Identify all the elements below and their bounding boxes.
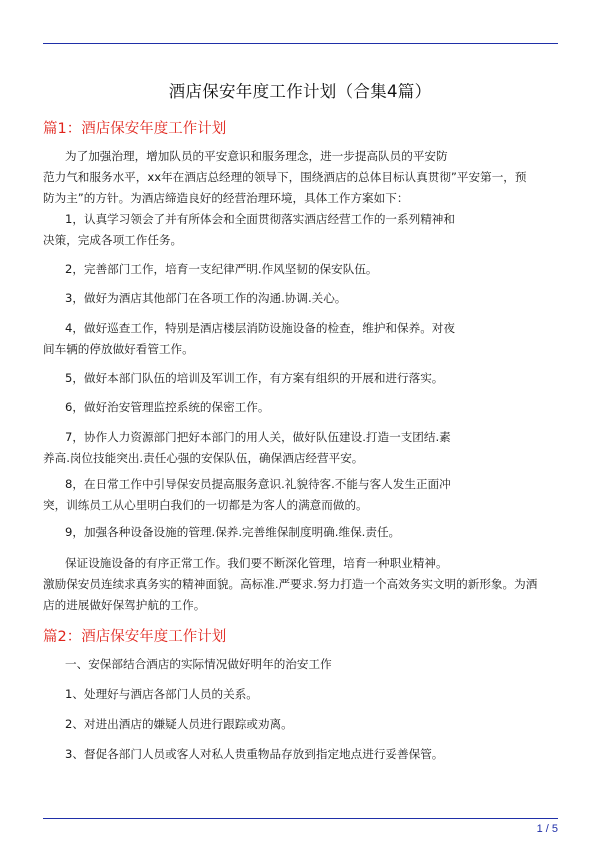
- intro-line-2: 范力气和服务水平，xx年在酒店总经理的领导下，围绕酒店的总体目标认真贯彻”平安第一，预: [43, 170, 527, 184]
- item-9-line: 9，加强各种设备设施的管理.保养.完善维保制度明确.维保.责任。: [65, 525, 401, 539]
- section-1-closing: [43, 553, 563, 616]
- item-8-line-2: 突，训练员工从心里明白我们的一切都是为客人的满意而做的。: [43, 498, 368, 512]
- closing-line-3: 店的进展做好保驾护航的工作。: [43, 598, 206, 612]
- intro-line-1: 为了加强治理，增加队员的平安意识和服务理念，进一步提高队员的平安防: [65, 149, 448, 163]
- intro-line-3: 防为主”的方针。为酒店缔造良好的经营治理环境，具体工作方案如下：: [43, 191, 409, 205]
- item-1-line-1: 1，认真学习领会了并有所体会和全面贯彻落实酒店经营工作的一系列精神和: [65, 212, 455, 226]
- section-2-line-4: [43, 744, 563, 765]
- item-1-line-2: 决策，完成各项工作任务。: [43, 233, 183, 247]
- item-4-line-2: 间车辆的停放做好看管工作。: [43, 342, 194, 356]
- section-1-heading: 篇1：酒店保安年度工作计划: [43, 121, 227, 137]
- item-8-line-1: 8，在日常工作中引导保安员提高服务意识.礼貌待客.不能与客人发生正面冲: [65, 477, 451, 491]
- item-8: [43, 474, 563, 516]
- page-number: 1 / 5: [536, 823, 558, 835]
- item-5: [43, 368, 563, 389]
- item-6: [43, 397, 563, 418]
- item-2: [43, 259, 563, 280]
- item-3-line: 3，做好为酒店其他部门在各项工作的沟通.协调.关心。: [65, 291, 347, 305]
- item-3: [43, 288, 563, 309]
- item-5-line: 5，做好本部门队伍的培训及军训工作，有方案有组织的开展和进行落实。: [65, 371, 444, 385]
- footer-rule: [43, 818, 558, 819]
- item-7: [43, 427, 563, 469]
- section-2-line-3: [43, 714, 563, 735]
- item-1: [43, 209, 563, 251]
- section-2-line-1: [43, 654, 563, 675]
- section-2-heading: 篇2：酒店保安年度工作计划: [43, 629, 227, 645]
- item-2-line: 2，完善部门工作，培育一支纪律严明.作风坚韧的保安队伍。: [65, 262, 378, 276]
- section-1-intro: [43, 146, 563, 209]
- item-4-line-1: 4，做好巡查工作，特别是酒店楼层消防设施设备的检查，维护和保养。对夜: [65, 321, 455, 335]
- closing-line-2: 激励保安员连续求真务实的精神面貌。高标准.严要求.努力打造一个高效务实文明的新形象。为酒: [43, 577, 538, 591]
- s2-line-3: 2、对进出酒店的嫌疑人员进行跟踪或劝离。: [65, 717, 293, 731]
- section-2-line-2: [43, 684, 563, 705]
- s2-line-4: 3、督促各部门人员或客人对私人贵重物品存放到指定地点进行妥善保管。: [65, 747, 444, 761]
- s2-line-2: 1、处理好与酒店各部门人员的关系。: [65, 687, 258, 701]
- item-4: [43, 318, 563, 360]
- item-6-line: 6，做好治安管理监控系统的保密工作。: [65, 400, 270, 414]
- item-9: [43, 522, 563, 543]
- document-title: 酒店保安年度工作计划（合集4篇）: [168, 82, 432, 101]
- item-7-line-1: 7，协作人力资源部门把好本部门的用人关，做好队伍建设.打造一支团结.素: [65, 430, 451, 444]
- s2-line-1: 一、安保部结合酒店的实际情况做好明年的治安工作: [65, 657, 332, 671]
- item-7-line-2: 养高.岗位技能突出.责任心强的安保队伍，确保酒店经营平安。: [43, 451, 364, 465]
- closing-line-1: 保证设施设备的有序正常工作。我们要不断深化管理，培育一种职业精神。: [65, 556, 448, 570]
- header-rule: [43, 43, 558, 44]
